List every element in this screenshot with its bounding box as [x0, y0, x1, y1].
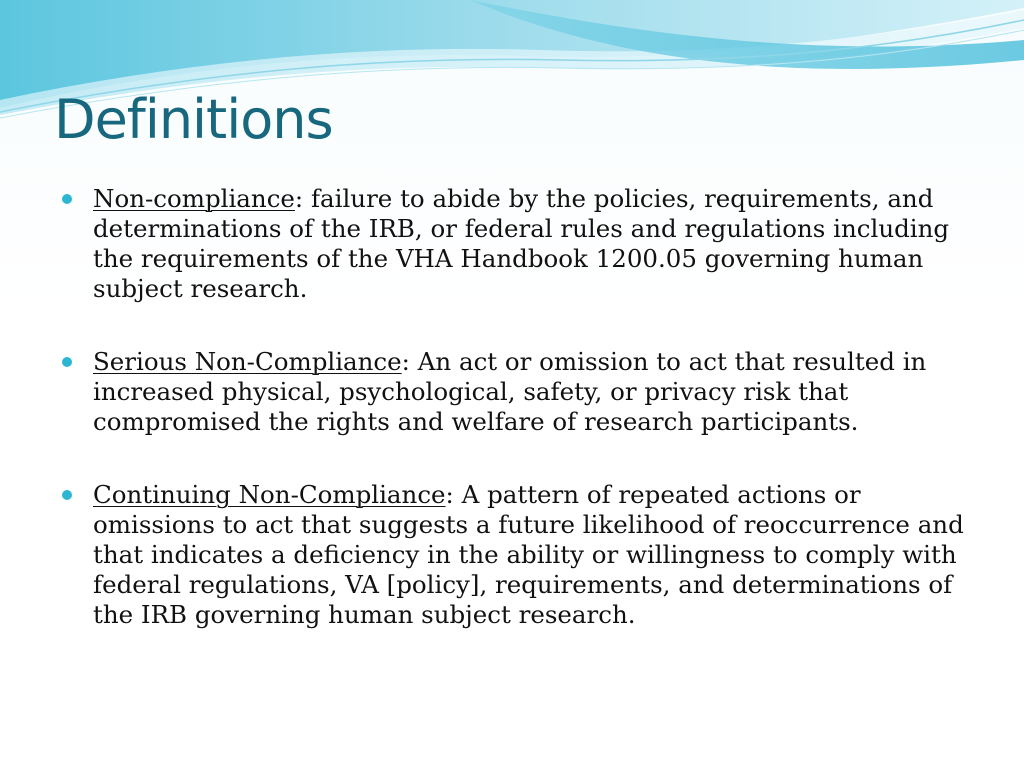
definition-text: : failure to abide by the policies, requirements, and determinations of the IRB, or federal rules and regulations including the requirements of the VHA Handbook 1200.05 governing human subject research.	[93, 184, 950, 303]
slide-title: Definitions	[54, 88, 333, 151]
bullet-dot-icon	[62, 357, 72, 367]
definition-text: : A pattern of repeated actions or omissions to act that suggests a future likelihood of reoccurrence and that indicates a deficiency in the ability or willingness to comply with federal regulations, VA [policy], requirements, and determinations of the IRB governing human subject research.	[93, 480, 964, 629]
list-item	[62, 347, 967, 437]
bullet-dot-icon	[62, 490, 72, 500]
list-item	[62, 480, 967, 630]
definitions-list	[62, 184, 967, 673]
definition-term: Serious Non-Compliance	[93, 347, 402, 376]
bullet-dot-icon	[62, 194, 72, 204]
definition-term: Non-compliance	[93, 184, 295, 213]
definition-term: Continuing Non-Compliance	[93, 480, 446, 509]
list-item	[62, 184, 967, 304]
definition-text: : An act or omission to act that resulted in increased physical, psychological, safety, or privacy risk that compromised the rights and welfare of research participants.	[93, 347, 927, 436]
